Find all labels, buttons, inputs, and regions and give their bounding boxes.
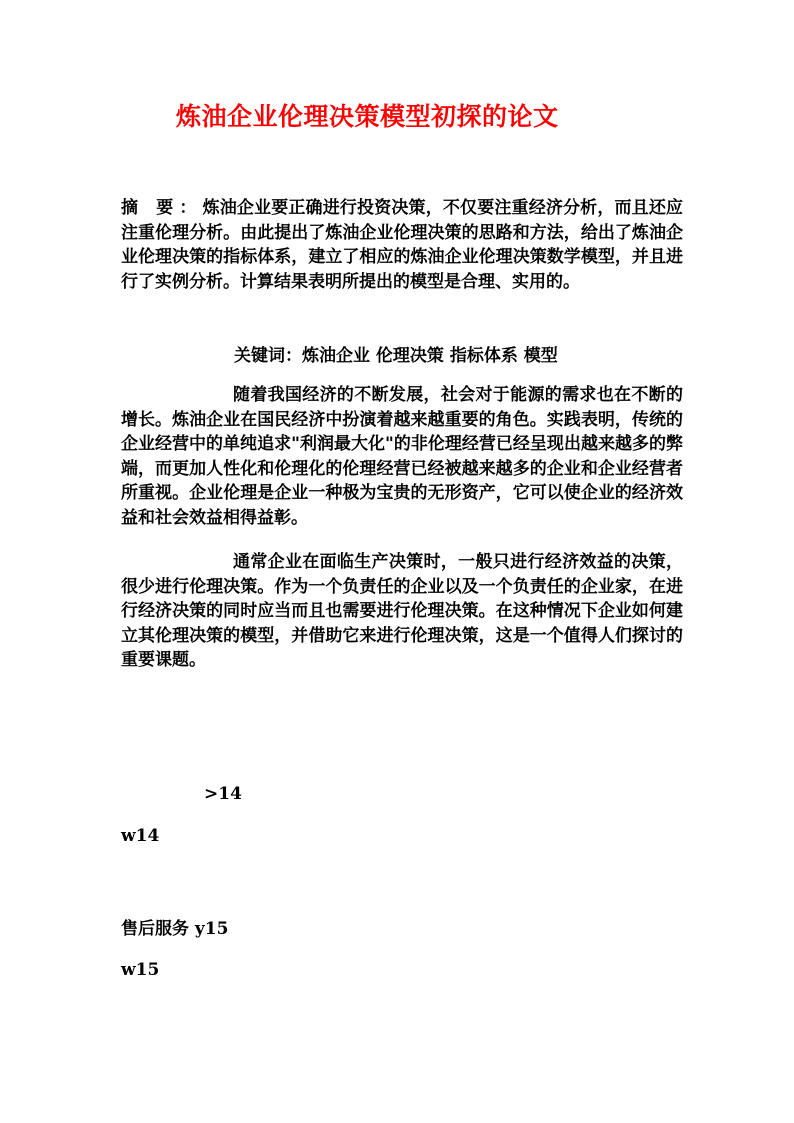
abstract-text: 炼油企业要正确进行投资决策，不仅要注重经济分析，而且还应注重伦理分析。由此提出了炼油企业伦理决策的思路和方法，给出了炼油企业伦理决策的指标体系，建立了相应的炼油企业伦理决策数学模型，并且进行了实例分析。计算结果表明所提出的模型是合理、实用的。 [121,198,683,292]
abstract-paragraph [121,196,683,294]
formula-fragment-3: 售后服务 y15 [121,919,229,939]
body-paragraph-1: 随着我国经济的不断发展，社会对于能源的需求也在不断的增长。炼油企业在国民经济中扮演着越来越重要的角色。实践表明，传统的企业经营中的单纯追求"利润最大化"的非伦理经营已经呈现出越来越多的弊端，而更加人性化和伦理化的伦理经营已经被越来越多的企业和企业经营者所重视。企业伦理是企业一种极为宝贵的无形资产，它可以使企业的经济效益和社会效益相得益彰。 [121,385,683,528]
document-title: 炼油企业伦理决策模型初探的论文 [176,102,559,131]
formula-fragment-2: w14 [121,826,160,846]
abstract-label: 摘 要： [121,198,203,218]
body-paragraph-2: 通常企业在面临生产决策时，一般只进行经济效益的决策，很少进行伦理决策。作为一个负责任的企业以及一个负责任的企业家，在进行经济决策的同时应当而且也需要进行伦理决策。在这种情况下企业如何建立其伦理决策的模型，并借助它来进行伦理决策，这是一个值得人们探讨的重要课题。 [121,552,683,671]
formula-fragment-4: w15 [121,960,160,980]
formula-fragment-1: >14 [204,784,242,804]
keywords-line: 关键词：炼油企业 伦理决策 指标体系 模型 [234,346,558,366]
